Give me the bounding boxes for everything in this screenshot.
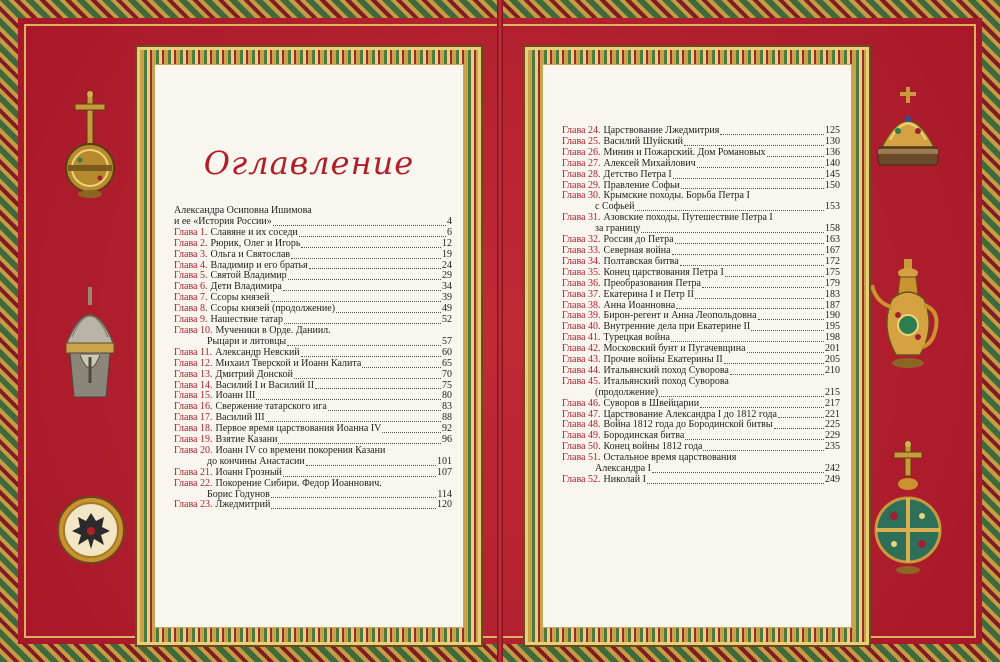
page-number: 140 bbox=[825, 157, 840, 169]
dot-leader bbox=[673, 178, 824, 179]
page-number: 201 bbox=[825, 343, 840, 355]
chapter-label: Глава 30. bbox=[562, 190, 601, 202]
left-page bbox=[154, 64, 464, 628]
chapter-title: Иоанн III bbox=[215, 390, 256, 402]
dot-leader bbox=[695, 298, 824, 299]
chapter-label: Глава 9. bbox=[174, 314, 208, 326]
page-number: 19 bbox=[442, 248, 452, 260]
chapter-label: Глава 26. bbox=[562, 146, 601, 158]
chapter-title: Внутренние дела при Екатерине II bbox=[603, 321, 751, 333]
chapter-label: Глава 7. bbox=[174, 292, 208, 304]
chapter-title: Северная война bbox=[603, 244, 671, 256]
right-page-frame bbox=[528, 50, 866, 642]
dot-leader bbox=[635, 210, 824, 211]
chapter-label: Глава 23. bbox=[174, 499, 213, 511]
dot-leader bbox=[720, 134, 824, 135]
dot-leader bbox=[271, 508, 436, 509]
chapter-title: Славяне и их соседи bbox=[210, 226, 298, 238]
crown-icon bbox=[872, 85, 944, 175]
page-number: 39 bbox=[442, 292, 452, 304]
chapter-title: и ее «История России» bbox=[174, 215, 272, 227]
dot-leader bbox=[697, 167, 824, 168]
chapter-title: Екатерина I и Петр II bbox=[603, 288, 694, 300]
chapter-label: Глава 50. bbox=[562, 441, 601, 453]
chapter-label: Глава 21. bbox=[174, 466, 213, 478]
page-number: 175 bbox=[825, 266, 840, 278]
dot-leader bbox=[266, 421, 441, 422]
chapter-title: Святой Владимир bbox=[210, 270, 287, 282]
chapter-title: Анна Иоанновна bbox=[603, 299, 676, 311]
dot-leader bbox=[778, 417, 824, 418]
page-number: 136 bbox=[825, 146, 840, 158]
page-number: 75 bbox=[442, 379, 452, 391]
page-number: 158 bbox=[825, 223, 840, 235]
chapter-title: Суворов в Швейцарии bbox=[603, 397, 700, 409]
dot-leader bbox=[641, 232, 824, 233]
page-number: 70 bbox=[442, 368, 452, 380]
page-number: 145 bbox=[825, 168, 840, 180]
chapter-label: Глава 36. bbox=[562, 277, 601, 289]
page-number: 57 bbox=[442, 335, 452, 347]
chapter-title: Царствование Лжедмитрия bbox=[603, 125, 720, 136]
chapter-title: Владимир и его братья bbox=[210, 259, 308, 271]
chapter-label: Глава 42. bbox=[562, 343, 601, 355]
page-number: 125 bbox=[825, 125, 840, 136]
chapter-label: Глава 24. bbox=[562, 125, 601, 136]
chapter-title: Война 1812 года до Бородинской битвы bbox=[603, 419, 773, 431]
page-number: 163 bbox=[825, 234, 840, 246]
chapter-title: Московский бунт и Пугачевщина bbox=[603, 343, 746, 355]
page-number: 210 bbox=[825, 364, 840, 376]
chapter-title: Остальное время царствования bbox=[603, 452, 737, 464]
dot-leader bbox=[659, 396, 824, 397]
chapter-title: Царствование Александра I до 1812 года bbox=[603, 408, 777, 420]
page-title: Оглавление bbox=[203, 144, 415, 182]
page-number: 80 bbox=[442, 390, 452, 402]
chapter-title: Взятие Казани bbox=[215, 434, 278, 446]
chapter-title: Дети Владимира bbox=[210, 281, 282, 293]
dot-leader bbox=[309, 268, 441, 269]
page-number: 242 bbox=[825, 463, 840, 475]
chapter-title: Ольга и Святослав bbox=[210, 248, 291, 260]
chapter-title: с Софьей bbox=[595, 201, 635, 213]
chapter-label: Глава 2. bbox=[174, 237, 208, 249]
chapter-label: Глава 35. bbox=[562, 266, 601, 278]
dot-leader bbox=[774, 428, 824, 429]
page-number: 153 bbox=[825, 201, 840, 213]
toc-entry[interactable] bbox=[562, 159, 840, 170]
page-number: 60 bbox=[442, 346, 452, 358]
chapter-label: Глава 27. bbox=[562, 157, 601, 169]
page-number: 24 bbox=[442, 259, 452, 271]
dot-leader bbox=[278, 443, 441, 444]
toc-entry[interactable] bbox=[174, 370, 452, 381]
dot-leader bbox=[271, 497, 437, 498]
chapter-title: Итальянский поход Суворова bbox=[603, 364, 729, 376]
dot-leader bbox=[672, 254, 824, 255]
orb-cross-icon bbox=[62, 90, 118, 200]
chapter-label: Глава 22. bbox=[174, 477, 213, 489]
page-number: 114 bbox=[437, 488, 452, 500]
chapter-title: Василий III bbox=[215, 412, 265, 424]
dot-leader bbox=[362, 367, 441, 368]
page-number: 101 bbox=[437, 455, 452, 467]
dot-leader bbox=[681, 188, 824, 189]
dot-leader bbox=[283, 290, 441, 291]
chapter-title: Итальянский поход Суворова bbox=[603, 375, 729, 387]
jeweled-orb-icon bbox=[872, 440, 944, 580]
chapter-title: Александра I bbox=[595, 463, 651, 475]
chapter-label: Глава 52. bbox=[562, 474, 601, 485]
page-number: 167 bbox=[825, 244, 840, 256]
chapter-label: Глава 28. bbox=[562, 168, 601, 180]
page-number: 52 bbox=[442, 314, 452, 326]
page-number: 88 bbox=[442, 412, 452, 424]
dot-leader bbox=[328, 410, 441, 411]
toc-entry[interactable] bbox=[174, 250, 452, 261]
chapter-label: Глава 20. bbox=[174, 444, 213, 456]
chapter-label: Глава 40. bbox=[562, 321, 601, 333]
chapter-title: Алексей Михайлович bbox=[603, 157, 696, 169]
page-number: 6 bbox=[447, 226, 452, 238]
dot-leader bbox=[751, 330, 824, 331]
chapter-label: Глава 46. bbox=[562, 397, 601, 409]
chapter-title: Первое время царствования Иоанна IV bbox=[215, 423, 382, 435]
toc-entry[interactable] bbox=[174, 479, 452, 490]
page-number: 92 bbox=[442, 423, 452, 435]
chapter-title: Лжедмитрий bbox=[215, 499, 271, 511]
dot-leader bbox=[676, 308, 824, 309]
toc-entry[interactable] bbox=[174, 500, 452, 511]
dot-leader bbox=[271, 301, 442, 302]
page-number: 190 bbox=[825, 310, 840, 322]
page-number: 120 bbox=[437, 499, 452, 511]
chapter-label: Глава 32. bbox=[562, 234, 601, 246]
dot-leader bbox=[382, 432, 441, 433]
dot-leader bbox=[315, 388, 441, 389]
chapter-title: (продолжение) bbox=[595, 386, 659, 398]
chapter-label: Глава 44. bbox=[562, 364, 601, 376]
dot-leader bbox=[703, 450, 824, 451]
dot-leader bbox=[685, 439, 824, 440]
dot-leader bbox=[684, 145, 824, 146]
chapter-title: Василий Шуйский bbox=[603, 135, 684, 147]
page-number: 34 bbox=[442, 281, 452, 293]
chapter-title: Иоанн Грозный bbox=[215, 466, 282, 478]
chapter-title: Рыцари и литовцы bbox=[207, 335, 287, 347]
toc-left-column bbox=[174, 206, 452, 511]
chapter-title: Александр Невский bbox=[215, 346, 300, 358]
chapter-label: Глава 48. bbox=[562, 419, 601, 431]
chapter-label: Глава 10. bbox=[174, 324, 213, 336]
dot-leader bbox=[294, 378, 441, 379]
dot-leader bbox=[256, 399, 441, 400]
toc-entry[interactable] bbox=[562, 170, 840, 181]
dot-leader bbox=[725, 276, 824, 277]
toc-entry[interactable] bbox=[174, 359, 452, 370]
chapter-label: Глава 38. bbox=[562, 299, 601, 311]
chapter-title: Конец царствования Петра I bbox=[603, 266, 724, 278]
chapter-label: Глава 17. bbox=[174, 412, 213, 424]
dot-leader bbox=[284, 323, 441, 324]
chapter-title: Мученики в Орде. Даниил. bbox=[215, 324, 331, 336]
chapter-title: до кончины Анастасии bbox=[207, 455, 305, 467]
page-number: 195 bbox=[825, 321, 840, 333]
chapter-title: Бирон-регент и Анна Леопольдовна bbox=[603, 310, 757, 322]
chapter-title: Полтавская битва bbox=[603, 255, 679, 267]
chapter-title: Турецкая война bbox=[603, 332, 670, 344]
page-number: 172 bbox=[825, 255, 840, 267]
dot-leader bbox=[675, 243, 824, 244]
chapter-label: Глава 13. bbox=[174, 368, 213, 380]
page-number: 215 bbox=[825, 386, 840, 398]
chapter-label: Глава 25. bbox=[562, 135, 601, 147]
chapter-title: Правление Софьи bbox=[603, 179, 680, 191]
chapter-title: Свержение татарского ига bbox=[215, 401, 327, 413]
dot-leader bbox=[273, 225, 446, 226]
page-number: 130 bbox=[825, 135, 840, 147]
chapter-title: Ссоры князей (продолжение) bbox=[210, 303, 336, 315]
chapter-title: Иоанн IV со времени покорения Казани bbox=[215, 444, 386, 456]
page-number: 183 bbox=[825, 288, 840, 300]
page-number: 12 bbox=[442, 237, 452, 249]
chapter-label: Глава 33. bbox=[562, 244, 601, 256]
dot-leader bbox=[700, 407, 824, 408]
dot-leader bbox=[671, 341, 824, 342]
chapter-label: Глава 6. bbox=[174, 281, 208, 293]
dot-leader bbox=[301, 247, 441, 248]
dot-leader bbox=[730, 374, 824, 375]
chapter-label: Глава 4. bbox=[174, 259, 208, 271]
page-number: 221 bbox=[825, 408, 840, 420]
page-number: 225 bbox=[825, 419, 840, 431]
toc-entry[interactable] bbox=[562, 279, 840, 290]
dot-leader bbox=[680, 265, 824, 266]
page-number: 229 bbox=[825, 430, 840, 442]
chapter-label: Глава 31. bbox=[562, 212, 601, 224]
chapter-title: Минин и Пожарский. Дом Романовых bbox=[603, 146, 766, 158]
chapter-label: Глава 37. bbox=[562, 288, 601, 300]
chapter-title: Детство Петра I bbox=[603, 168, 672, 180]
chapter-title: Прочие войны Екатерины II bbox=[603, 354, 723, 366]
dot-leader bbox=[747, 352, 824, 353]
helmet-icon bbox=[58, 285, 122, 405]
dot-leader bbox=[336, 312, 441, 313]
dot-leader bbox=[652, 472, 824, 473]
chapter-title: Николай I bbox=[603, 474, 646, 485]
chapter-title: Преобразования Петра bbox=[603, 277, 701, 289]
chapter-title: Бородинская битва bbox=[603, 430, 685, 442]
page-number: 179 bbox=[825, 277, 840, 289]
chapter-title: Крымские походы. Борьба Петра I bbox=[603, 190, 750, 202]
chapter-title: Александра Осиповна Ишимова bbox=[174, 205, 312, 216]
chapter-label: Глава 16. bbox=[174, 401, 213, 413]
chapter-label: Глава 19. bbox=[174, 434, 213, 446]
chapter-title: Покорение Сибири. Федор Иоаннович. bbox=[215, 477, 382, 489]
chapter-label: Глава 8. bbox=[174, 303, 208, 315]
page-number: 65 bbox=[442, 357, 452, 369]
chapter-label: Глава 43. bbox=[562, 354, 601, 366]
page-number: 205 bbox=[825, 354, 840, 366]
chapter-title: Ссоры князей bbox=[210, 292, 270, 304]
chapter-title: Конец войны 1812 года bbox=[603, 441, 703, 453]
chapter-label: Глава 3. bbox=[174, 248, 208, 260]
dot-leader bbox=[283, 476, 436, 477]
dot-leader bbox=[767, 156, 824, 157]
chapter-label: Глава 18. bbox=[174, 423, 213, 435]
chapter-title: Рюрик, Олег и Игорь bbox=[210, 237, 301, 249]
right-page bbox=[542, 64, 852, 628]
dot-leader bbox=[758, 319, 824, 320]
chapter-label: Глава 45. bbox=[562, 375, 601, 387]
dot-leader bbox=[724, 363, 824, 364]
dot-leader bbox=[291, 258, 441, 259]
page-number: 150 bbox=[825, 179, 840, 191]
ewer-icon bbox=[868, 255, 948, 375]
toc-entry[interactable] bbox=[562, 475, 840, 486]
chapter-title: Нашествие татар bbox=[210, 314, 283, 326]
chapter-title: Россия до Петра bbox=[603, 234, 674, 246]
page-number: 249 bbox=[825, 474, 840, 485]
page-number: 96 bbox=[442, 434, 452, 446]
chapter-label: Глава 5. bbox=[174, 270, 208, 282]
left-page-frame bbox=[140, 50, 478, 642]
page-number: 107 bbox=[437, 466, 452, 478]
chapter-label: Глава 41. bbox=[562, 332, 601, 344]
chapter-label: Глава 15. bbox=[174, 390, 213, 402]
dot-leader bbox=[702, 287, 824, 288]
toc-right-column bbox=[562, 126, 840, 486]
chapter-label: Глава 12. bbox=[174, 357, 213, 369]
eagle-medallion-icon bbox=[56, 495, 126, 565]
page-number: 198 bbox=[825, 332, 840, 344]
chapter-title: Василий I и Василий II bbox=[215, 379, 315, 391]
chapter-title: Борис Годунов bbox=[207, 488, 270, 500]
chapter-label: Глава 11. bbox=[174, 346, 213, 358]
dot-leader bbox=[299, 236, 446, 237]
chapter-label: Глава 39. bbox=[562, 310, 601, 322]
chapter-title: Дмитрий Донской bbox=[215, 368, 294, 380]
page-number: 187 bbox=[825, 299, 840, 311]
chapter-label: Глава 1. bbox=[174, 226, 208, 238]
dot-leader bbox=[647, 483, 824, 484]
page-number: 29 bbox=[442, 270, 452, 282]
page-number: 217 bbox=[825, 397, 840, 409]
page-number: 49 bbox=[442, 303, 452, 315]
chapter-label: Глава 34. bbox=[562, 255, 601, 267]
chapter-label: Глава 14. bbox=[174, 379, 213, 391]
chapter-title: Азовские походы. Путешествие Петра I bbox=[603, 212, 773, 224]
page-number: 4 bbox=[447, 215, 452, 227]
page-number: 83 bbox=[442, 401, 452, 413]
dot-leader bbox=[287, 345, 441, 346]
page-number: 235 bbox=[825, 441, 840, 453]
book-spine bbox=[497, 0, 503, 662]
dot-leader bbox=[306, 465, 436, 466]
chapter-title: за границу bbox=[595, 223, 641, 235]
chapter-title: Михаил Тверской и Иоанн Калита bbox=[215, 357, 362, 369]
dot-leader bbox=[301, 356, 441, 357]
toc-entry[interactable] bbox=[174, 239, 452, 250]
chapter-label: Глава 29. bbox=[562, 179, 601, 191]
chapter-label: Глава 47. bbox=[562, 408, 601, 420]
chapter-label: Глава 51. bbox=[562, 452, 601, 464]
chapter-label: Глава 49. bbox=[562, 430, 601, 442]
dot-leader bbox=[288, 279, 441, 280]
toc-entry[interactable] bbox=[562, 290, 840, 301]
toc-entry[interactable] bbox=[562, 399, 840, 410]
